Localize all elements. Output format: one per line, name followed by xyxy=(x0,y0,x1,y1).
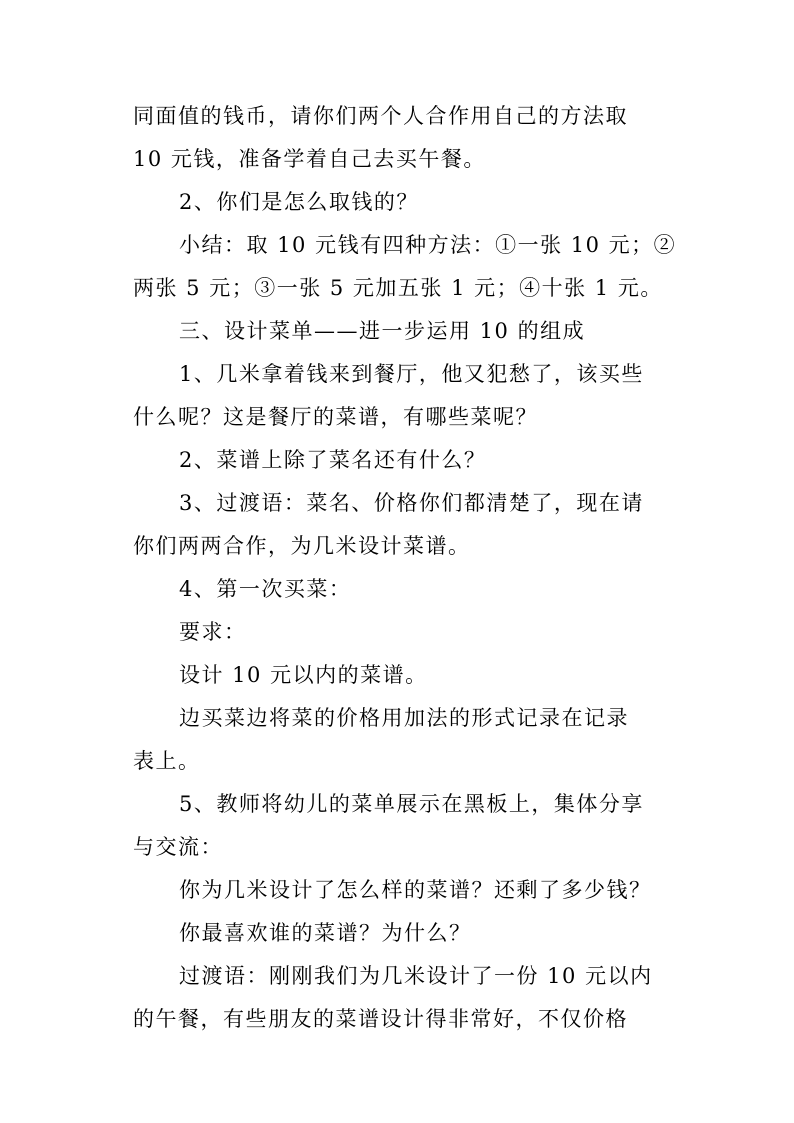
text-line: 1、几米拿着钱来到餐厅，他又犯愁了，该买些 xyxy=(179,362,644,386)
text-line: 5、教师将幼儿的菜单展示在黑板上，集体分享 xyxy=(179,792,644,816)
text-line: 小结：取 10 元钱有四种方法：①一张 10 元；② xyxy=(179,233,677,257)
text-line: 10 元钱，准备学着自己去买午餐。 xyxy=(133,147,486,171)
text-line: 4、第一次买菜： xyxy=(179,577,352,601)
text-line: 你为几米设计了怎么样的菜谱？还剩了多少钱？ xyxy=(179,878,652,902)
text-line: 你最喜欢谁的菜谱？为什么？ xyxy=(179,921,472,945)
text-line: 2、菜谱上除了菜名还有什么？ xyxy=(179,448,487,472)
text-line: 的午餐，有些朋友的菜谱设计得非常好，不仅价格 xyxy=(133,1007,628,1031)
text-line: 边买菜边将菜的价格用加法的形式记录在记录 xyxy=(179,706,629,730)
section-heading: 三、设计菜单——进一步运用 10 的组成 xyxy=(179,319,586,343)
text-line: 表上。 xyxy=(133,749,201,773)
text-line: 过渡语：刚刚我们为几米设计了一份 10 元以内 xyxy=(179,964,653,988)
text-line: 什么呢？这是餐厅的菜谱，有哪些菜呢？ xyxy=(133,405,538,429)
text-line: 同面值的钱币，请你们两个人合作用自己的方法取 xyxy=(133,104,628,128)
text-line: 两张 5 元；③一张 5 元加五张 1 元；④十张 1 元。 xyxy=(133,276,663,300)
text-line: 要求： xyxy=(179,620,247,644)
text-line: 与交流： xyxy=(133,835,223,859)
text-line: 设计 10 元以内的菜谱。 xyxy=(179,663,428,687)
text-line: 你们两两合作，为几米设计菜谱。 xyxy=(133,534,471,558)
text-line: 2、你们是怎么取钱的？ xyxy=(179,190,419,214)
text-line: 3、过渡语：菜名、价格你们都清楚了，现在请 xyxy=(179,491,644,515)
